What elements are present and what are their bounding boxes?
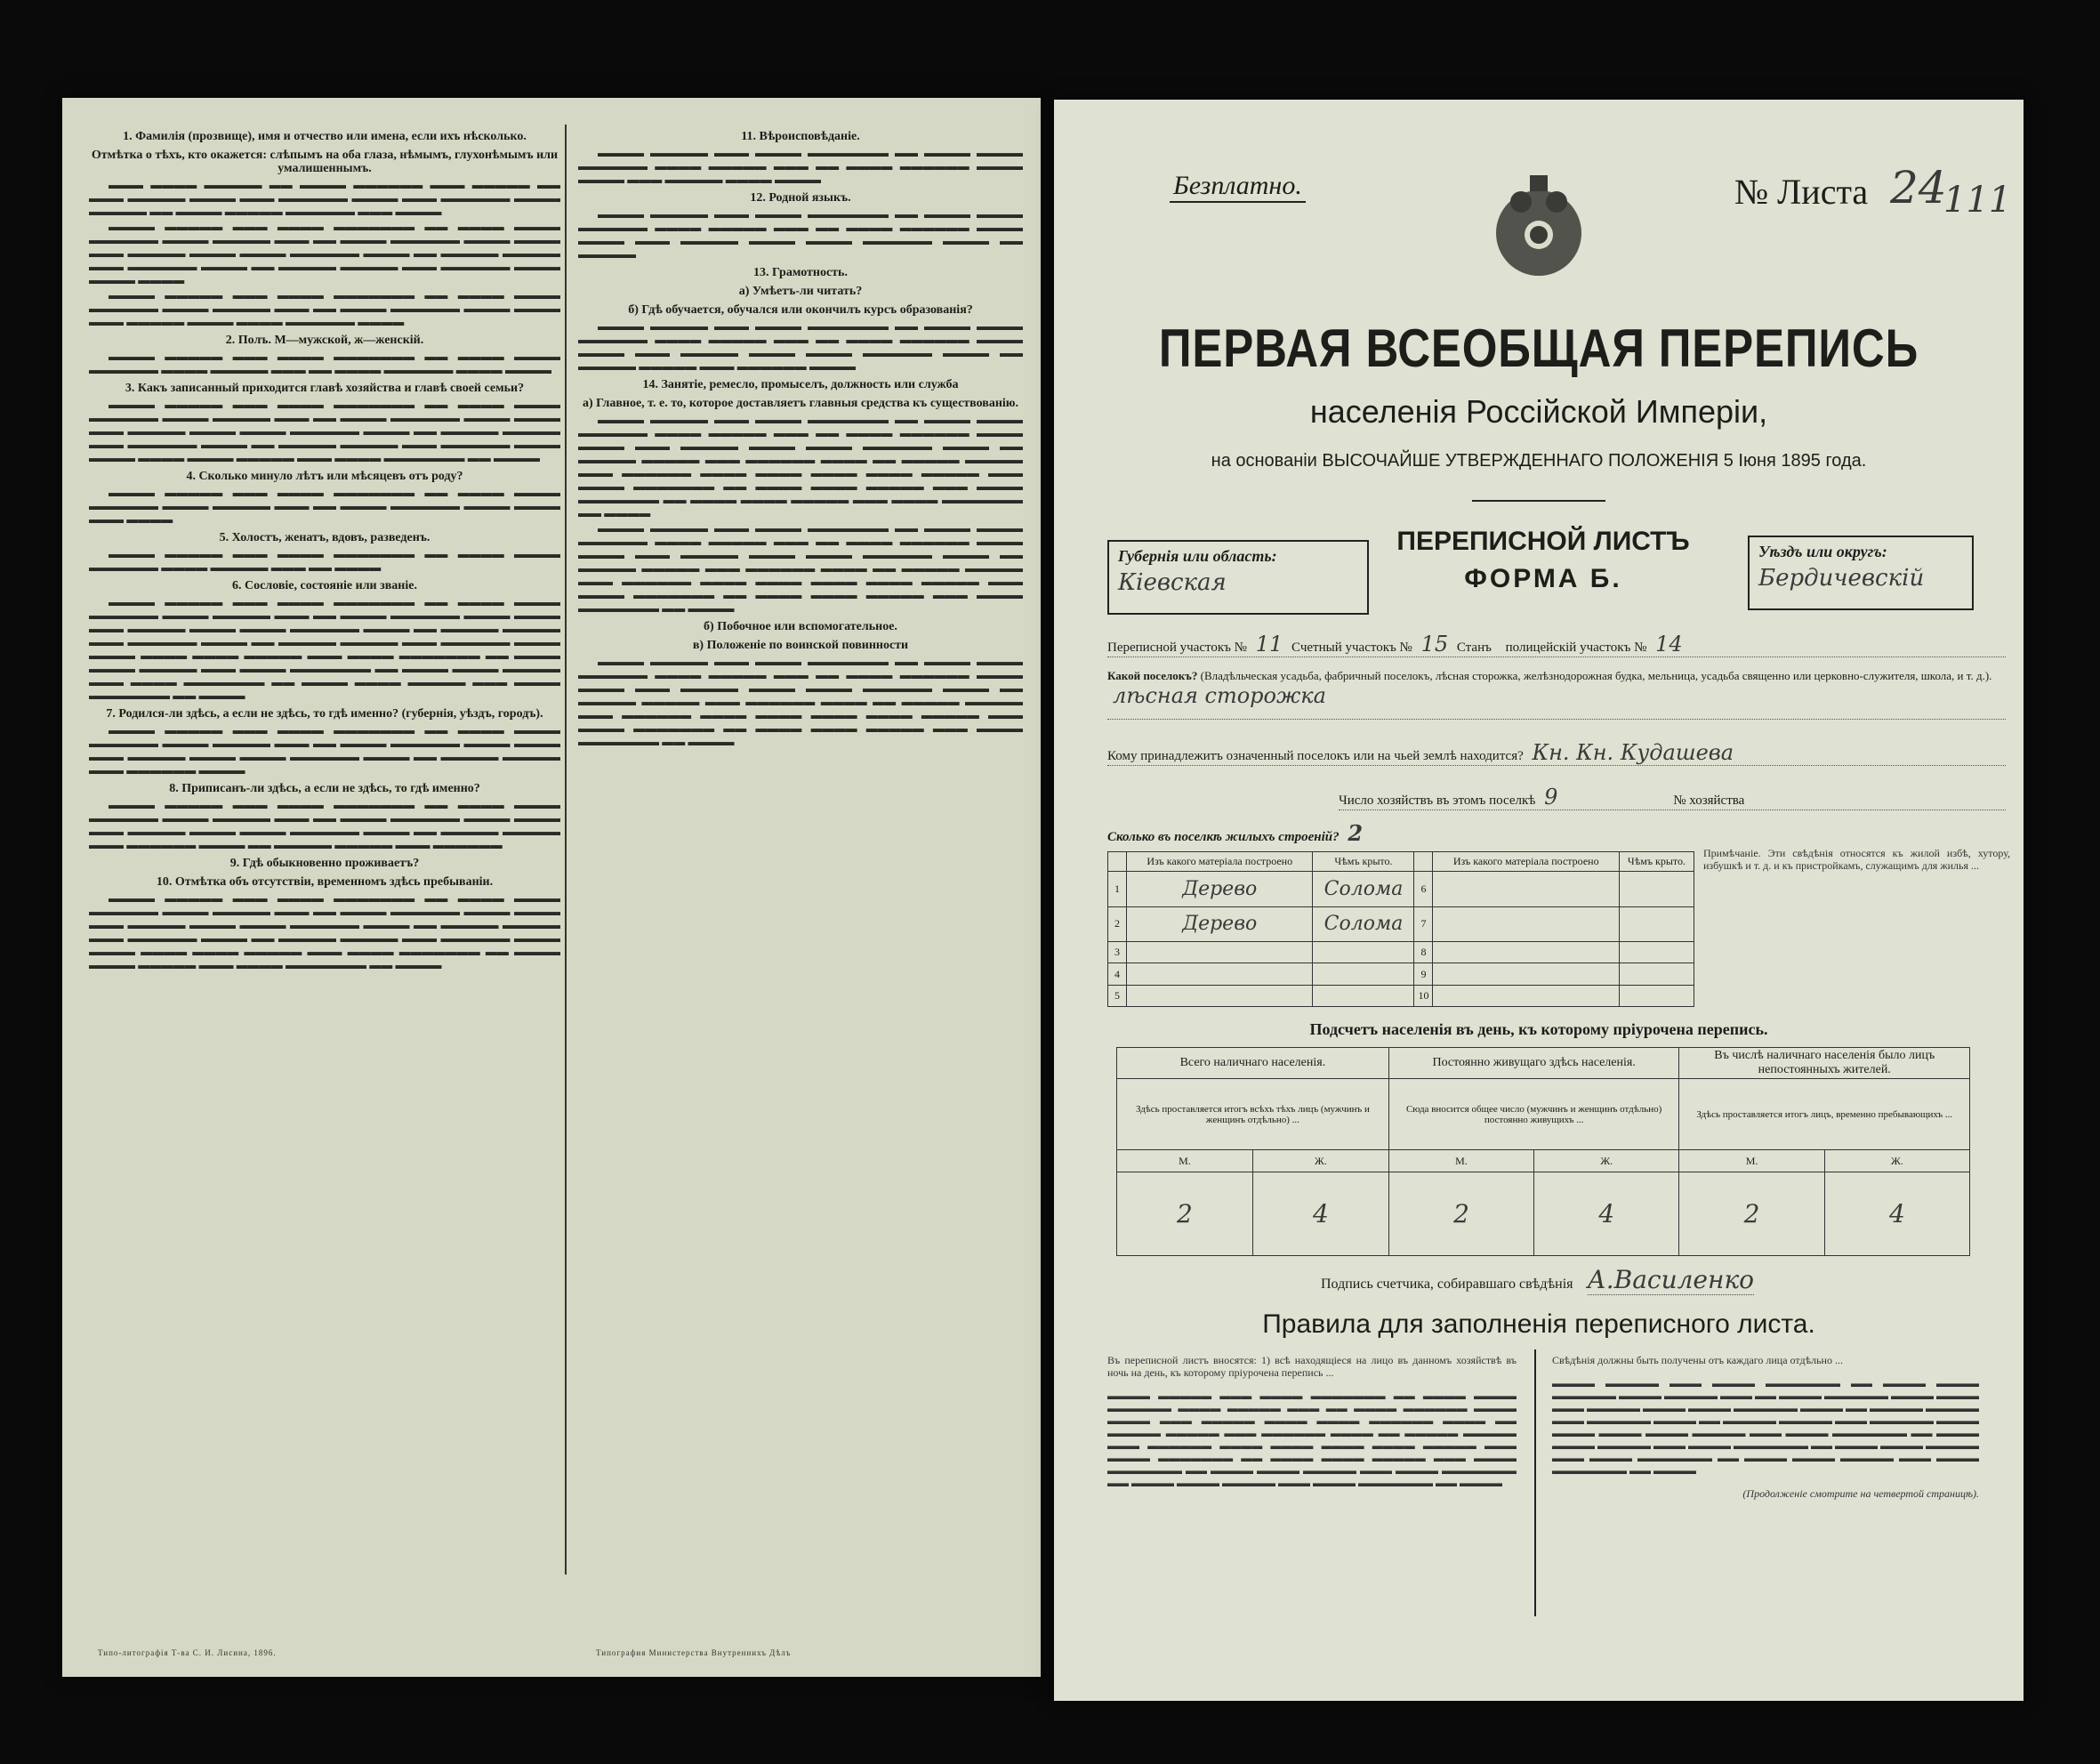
table-header: Въ числѣ наличнаго населенія было лицъ непостоянныхъ жителей. bbox=[1679, 1048, 1970, 1079]
settlement-label: Какой поселокъ? bbox=[1107, 669, 1198, 682]
table-cell: Дерево bbox=[1127, 906, 1313, 942]
province-value: Кіевская bbox=[1118, 569, 1227, 596]
rules-column-1 bbox=[1107, 1354, 1517, 1500]
sheet-number-handwritten: 24 bbox=[1890, 162, 1947, 213]
section-heading: 13. Грамотность. bbox=[753, 266, 848, 279]
table-cell bbox=[1619, 985, 1694, 1006]
body-text: ▬▬▬▬ ▬▬▬▬▬ ▬▬▬ ▬▬▬▬ ▬▬▬▬▬▬▬ ▬▬ ▬▬▬▬ ▬▬▬▬ ▬▬▬▬▬▬ ▬▬▬▬ ▬▬▬▬▬ ▬▬▬ ▬▬ ▬▬▬▬ ▬▬▬▬▬▬ ▬▬▬▬ ▬▬▬▬ ▬▬▬ ▬▬▬▬▬ ▬▬▬▬ ▬▬▬▬ ▬▬▬▬▬▬ ▬▬▬▬ ▬▬ ▬▬▬▬▬ bbox=[578, 207, 1023, 261]
body-text: ▬▬▬▬ ▬▬▬▬▬ ▬▬▬ ▬▬▬▬ ▬▬▬▬▬▬▬ ▬▬ ▬▬▬▬ ▬▬▬▬ ▬▬▬▬▬▬ ▬▬▬▬ ▬▬▬▬▬ ▬▬▬ ▬▬ ▬▬▬▬ ▬▬▬▬▬▬ ▬▬▬▬ ▬▬▬▬ ▬▬▬ ▬▬▬▬▬ ▬▬▬▬ ▬▬▬▬ ▬▬▬▬▬▬ ▬▬▬▬ ▬▬ ▬▬▬▬▬ ▬▬▬▬▬ ▬▬▬ ▬▬▬▬▬▬ ▬▬▬▬ ▬▬ ▬▬▬▬▬ ▬▬▬▬▬ ▬▬▬ ▬▬▬▬▬▬ ▬▬▬▬ ▬▬▬▬ ▬▬▬▬ bbox=[89, 220, 560, 286]
households-label: Число хозяйствъ въ этомъ поселкѣ bbox=[1339, 793, 1536, 808]
table-row: 3 8 bbox=[1108, 942, 1694, 963]
body-text: ▬▬▬▬ ▬▬▬▬▬ ▬▬▬ ▬▬▬▬ ▬▬▬▬▬▬▬ ▬▬ ▬▬▬▬ ▬▬▬▬ ▬▬▬▬▬▬ ▬▬▬▬ ▬▬▬▬▬ ▬▬▬ ▬▬ ▬▬▬▬ ▬▬▬▬▬▬ ▬▬▬▬ ▬▬▬▬ ▬▬▬ ▬▬▬▬▬ ▬▬▬▬ ▬▬▬▬ ▬▬▬▬▬▬ ▬▬▬▬ ▬▬ ▬▬▬▬▬ ▬▬▬▬▬ ▬▬▬ ▬▬▬▬▬▬ ▬▬▬▬ ▬▬ ▬▬▬▬▬ ▬▬▬▬▬ ▬▬▬ ▬▬▬▬▬▬ ▬▬▬▬ ▬▬▬▬ ▬▬▬▬ ▬▬▬▬ ▬▬▬▬▬ ▬▬▬ ▬▬▬▬ ▬▬▬▬▬▬▬ ▬▬ ▬▬▬▬ ▬▬▬▬ ▬▬▬▬▬ ▬▬▬ ▬▬▬▬ ▬▬▬▬▬▬▬ ▬▬ ▬▬▬▬ ▬▬▬▬ ▬▬▬▬▬ ▬▬▬ ▬▬▬▬ ▬▬▬▬▬▬▬ ▬▬ ▬▬▬▬ bbox=[578, 413, 1023, 520]
rules-column-2 bbox=[1552, 1354, 1979, 1510]
owner-label: Кому принадлежитъ означенный поселокъ или на чьей землѣ находится? bbox=[1107, 749, 1524, 763]
section-heading: 8. Приписанъ-ли здѣсь, а если не здѣсь, то гдѣ именно? bbox=[169, 782, 480, 795]
form-title-line2: ФОРМА Б. bbox=[1464, 564, 1622, 593]
table-cell bbox=[1619, 906, 1694, 942]
table-header: М. bbox=[1679, 1150, 1824, 1172]
table-cell bbox=[1433, 985, 1619, 1006]
body-text: ▬▬▬▬ ▬▬▬▬▬ ▬▬▬ ▬▬▬▬ ▬▬▬▬▬▬▬ ▬▬ ▬▬▬▬ ▬▬▬▬ ▬▬▬▬▬▬ ▬▬▬▬ ▬▬▬▬▬ ▬▬▬ ▬▬ ▬▬▬▬ ▬▬▬▬▬▬ ▬▬▬▬ ▬▬▬▬ ▬▬▬ ▬▬▬▬▬ ▬▬▬▬ ▬▬▬▬ ▬▬▬▬▬▬ ▬▬▬▬ ▬▬ ▬▬▬▬▬ ▬▬▬▬▬ ▬▬▬ ▬▬▬▬▬▬ ▬▬▬▬ ▬▬ ▬▬▬▬▬ ▬▬▬▬▬ ▬▬▬ ▬▬▬▬▬▬ ▬▬▬▬ ▬▬▬▬ ▬▬▬▬ ▬▬▬▬ ▬▬▬▬▬ ▬▬▬ ▬▬▬▬ ▬▬▬▬▬▬▬ ▬▬ ▬▬▬▬ ▬▬▬▬ ▬▬▬▬▬ ▬▬▬ ▬▬▬▬ ▬▬▬▬▬▬▬ ▬▬ ▬▬▬▬ bbox=[89, 891, 560, 971]
instructions-column-1 bbox=[89, 125, 560, 973]
table-header: М. bbox=[1388, 1150, 1533, 1172]
body-text: ▬▬▬▬ ▬▬▬▬▬ ▬▬▬ ▬▬▬▬ ▬▬▬▬▬▬▬ ▬▬ ▬▬▬▬ ▬▬▬▬ ▬▬▬▬▬▬ ▬▬▬▬ ▬▬▬▬▬ ▬▬▬ ▬▬ ▬▬▬▬ ▬▬▬▬▬▬ ▬▬▬▬ ▬▬▬▬ ▬▬▬ ▬▬▬▬▬ ▬▬▬▬ ▬▬▬▬ ▬▬▬▬▬▬ ▬▬▬▬ ▬▬ ▬▬▬▬▬ ▬▬▬▬▬ ▬▬▬ ▬▬▬▬▬▬ ▬▬▬▬ ▬▬ ▬▬▬▬▬ ▬▬▬▬▬ ▬▬▬ ▬▬▬▬▬▬ ▬▬▬▬ ▬▬▬▬ ▬▬▬▬ ▬▬▬▬ ▬▬▬▬▬ ▬▬▬ ▬▬▬▬ ▬▬▬▬▬▬▬ ▬▬ ▬▬▬▬ ▬▬▬▬ ▬▬▬▬▬ ▬▬▬ ▬▬▬▬ ▬▬▬▬▬▬▬ ▬▬ ▬▬▬▬ ▬▬▬▬ ▬▬▬▬▬ ▬▬▬ ▬▬▬▬ ▬▬▬▬▬▬▬ ▬▬ ▬▬▬▬ ▬▬▬▬ ▬▬▬▬▬ ▬▬▬ ▬▬▬▬ ▬▬▬▬▬▬▬ ▬▬ ▬▬▬▬ bbox=[89, 595, 560, 702]
printer-imprint: Типо-литографія Т-ва С. И. Лисина, 1896. bbox=[98, 1648, 277, 1657]
section-heading: 2. Полъ. М—мужской, ж—женскій. bbox=[225, 334, 424, 347]
table-cell bbox=[1313, 942, 1414, 963]
province-label: Губернія или область: bbox=[1118, 547, 1277, 565]
table-header: Изъ какого матеріала построено bbox=[1433, 852, 1619, 872]
count-title: Подсчетъ населенія въ день, къ которому пріурочена перепись. bbox=[1309, 1020, 1768, 1038]
table-header: Чѣмъ крыто. bbox=[1619, 852, 1694, 872]
settlement-line bbox=[1107, 669, 2006, 720]
table-row: 4 9 bbox=[1108, 963, 1694, 985]
body-text: ▬▬▬ ▬▬▬▬ ▬▬▬▬▬ ▬▬ ▬▬▬▬ ▬▬▬▬▬▬ ▬▬▬ ▬▬▬▬▬ ▬▬ ▬▬▬ ▬▬▬▬▬ ▬▬▬▬ ▬▬▬ ▬▬▬▬▬▬ ▬▬▬▬ ▬▬▬ ▬▬▬▬▬▬ ▬▬▬▬ ▬▬▬▬▬ ▬▬ ▬▬▬▬ ▬▬▬▬▬ ▬▬▬▬▬▬ ▬▬▬ ▬▬▬▬ bbox=[89, 178, 560, 218]
section-heading: 7. Родился-ли здѣсь, а если не здѣсь, то гдѣ именно? (губернія, уѣздъ, городъ). bbox=[106, 707, 543, 721]
buildings-label: Сколько въ поселкѣ жилыхъ строеній? bbox=[1107, 830, 1340, 844]
rules-intro: Въ переписной листъ вносятся: 1) всѣ находящіеся на лицо въ данномъ хозяйствѣ въ ночь на день, къ которому пріурочена перепись ... bbox=[1107, 1354, 1517, 1379]
body-text: ▬▬▬▬ ▬▬▬▬▬ ▬▬▬ ▬▬▬▬ ▬▬▬▬▬▬▬ ▬▬ ▬▬▬▬ ▬▬▬▬ ▬▬▬▬▬▬ ▬▬▬▬ ▬▬▬▬▬ ▬▬▬ ▬▬ ▬▬▬▬ ▬▬▬▬▬▬ ▬▬▬▬ ▬▬▬▬ ▬▬▬ ▬▬▬▬▬ ▬▬▬▬ ▬▬▬▬ ▬▬▬▬▬▬ ▬▬▬▬ bbox=[89, 288, 560, 328]
imperial-eagle-emblem-icon bbox=[1472, 162, 1605, 295]
body-text: ▬▬▬▬ ▬▬▬▬▬ ▬▬▬ ▬▬▬▬ ▬▬▬▬▬▬▬ ▬▬ ▬▬▬▬ ▬▬▬▬ ▬▬▬▬▬▬ ▬▬▬▬ ▬▬▬▬▬ ▬▬▬ ▬▬ ▬▬▬▬ ▬▬▬▬▬▬ ▬▬▬▬ ▬▬▬▬ ▬▬▬ ▬▬▬▬▬ ▬▬▬▬ ▬▬▬▬ ▬▬▬▬▬▬ ▬▬▬▬ ▬▬ ▬▬▬▬▬ ▬▬▬▬▬ ▬▬▬ ▬▬▬▬▬▬ ▬▬▬▬ ▬▬ ▬▬▬▬▬ ▬▬▬▬▬ ▬▬▬ ▬▬▬▬▬▬ ▬▬▬▬ ▬▬▬▬ ▬▬▬▬ ▬▬▬▬ ▬▬▬▬▬ ▬▬▬ ▬▬▬▬ ▬▬▬▬▬▬▬ ▬▬ ▬▬▬▬ ▬▬▬▬ ▬▬▬▬▬ ▬▬▬ ▬▬▬▬ ▬▬▬▬▬▬▬ ▬▬ ▬▬▬▬ bbox=[578, 655, 1023, 748]
form-title bbox=[1374, 527, 1712, 594]
free-label: Безплатно. bbox=[1170, 171, 1306, 203]
sheet-number-label: № Листа bbox=[1734, 172, 1869, 212]
count-area-label: Счетный участокъ № bbox=[1291, 640, 1412, 655]
table-cell: Здѣсь проставляется итогъ всѣхъ тѣхъ лицъ (мужчинъ и женщинъ отдѣльно) ... bbox=[1117, 1079, 1389, 1150]
signature-label: Подпись счетчика, собиравшаго свѣдѣнія bbox=[1321, 1277, 1573, 1292]
buildings-table bbox=[1107, 851, 1694, 1007]
table-cell: Солома bbox=[1313, 906, 1414, 942]
table-cell: Солома bbox=[1313, 872, 1414, 907]
section-heading: 9. Гдѣ обыкновенно проживаетъ? bbox=[229, 857, 420, 870]
count-area-value: 15 bbox=[1420, 632, 1449, 656]
table-cell bbox=[1127, 985, 1313, 1006]
population-count-table bbox=[1116, 1047, 1970, 1256]
section-heading: 11. Вѣроисповѣданіе. bbox=[741, 130, 860, 143]
body-text: ▬▬▬▬ ▬▬▬▬▬ ▬▬▬ ▬▬▬▬ ▬▬▬▬▬▬▬ ▬▬ ▬▬▬▬ ▬▬▬▬ ▬▬▬▬▬▬ ▬▬▬▬ ▬▬▬▬▬ ▬▬▬ ▬▬ ▬▬▬▬ ▬▬▬▬▬▬ ▬▬▬▬ ▬▬▬▬ ▬▬▬ ▬▬▬▬▬ ▬▬▬▬ ▬▬▬▬ ▬▬▬▬▬▬ ▬▬▬▬ ▬▬ ▬▬▬▬▬ ▬▬▬▬▬ ▬▬▬ ▬▬▬▬▬▬ ▬▬▬▬ ▬▬ ▬▬▬▬▬ ▬▬▬▬▬ ▬▬▬ ▬▬▬▬▬▬ bbox=[89, 798, 560, 851]
owner-value: Кн. Кн. Кудашева bbox=[1532, 740, 1734, 765]
table-header: Ж. bbox=[1252, 1150, 1388, 1172]
table-cell: 2 bbox=[1117, 1172, 1253, 1256]
body-text: ▬▬▬▬ ▬▬▬▬▬ ▬▬▬ ▬▬▬▬ ▬▬▬▬▬▬▬ ▬▬ ▬▬▬▬ ▬▬▬▬ ▬▬▬▬▬▬ ▬▬▬▬ ▬▬▬▬▬ ▬▬▬ ▬▬ ▬▬▬▬ ▬▬▬▬▬▬ ▬▬▬▬ ▬▬▬▬ bbox=[89, 350, 560, 376]
rules-title: Правила для заполненія переписного листа. bbox=[1262, 1309, 1815, 1339]
table-cell: Дерево bbox=[1127, 872, 1313, 907]
buildings-note: Примѣчаніе. Эти свѣдѣнія относятся къ жилой избѣ, хутору, избушкѣ и т. д. и къ пристройкамъ, служащимъ для жилья ... bbox=[1703, 847, 2010, 872]
table-cell bbox=[1313, 963, 1414, 985]
table-cell: Здѣсь проставляется итогъ лицъ, временно пребывающихъ ... bbox=[1679, 1079, 1970, 1150]
section-heading: 12. Родной языкъ. bbox=[750, 191, 851, 205]
section-heading: 4. Сколько минуло лѣтъ или мѣсяцевъ отъ роду? bbox=[186, 470, 463, 483]
households-value: 9 bbox=[1544, 785, 1558, 810]
owner-line bbox=[1107, 740, 2006, 766]
police-area-value: 14 bbox=[1655, 632, 1683, 656]
buildings-value: 2 bbox=[1348, 820, 1364, 846]
settlement-value: лѣсная сторожка bbox=[1113, 683, 1326, 708]
station-label: Станъ bbox=[1456, 640, 1492, 655]
table-header: Ж. bbox=[1824, 1150, 1969, 1172]
household-no-label: № хозяйства bbox=[1673, 793, 1745, 808]
buildings-line bbox=[1107, 820, 1374, 845]
section-heading: 5. Холостъ, женатъ, вдовъ, разведенъ. bbox=[219, 531, 430, 544]
right-page-census-form bbox=[1054, 100, 2024, 1701]
body-text: ▬▬▬▬ ▬▬▬▬▬ ▬▬▬ ▬▬▬▬ ▬▬▬▬▬▬▬ ▬▬ ▬▬▬▬ ▬▬▬▬ ▬▬▬▬▬▬ ▬▬▬▬ ▬▬▬▬▬ ▬▬▬ ▬▬ ▬▬▬▬ ▬▬▬▬▬▬ ▬▬▬▬ ▬▬▬▬ ▬▬▬ ▬▬▬▬▬ ▬▬▬▬ ▬▬▬▬ ▬▬▬▬▬▬ ▬▬▬▬ ▬▬ ▬▬▬▬▬ ▬▬▬▬▬ ▬▬▬ ▬▬▬▬▬▬ ▬▬▬▬ ▬▬ ▬▬▬▬▬ ▬▬▬▬▬ ▬▬▬ ▬▬▬▬▬▬ ▬▬▬▬ ▬▬▬▬ ▬▬▬▬ ▬▬▬▬ ▬▬▬▬▬ ▬▬▬ ▬▬▬▬ ▬▬▬▬▬▬▬ ▬▬ ▬▬▬▬ ▬▬▬▬ ▬▬▬▬▬ ▬▬▬ ▬▬▬▬ ▬▬▬▬▬▬▬ ▬▬ ▬▬▬▬ ▬▬▬▬ ▬▬▬▬▬ ▬▬▬ ▬▬▬▬ ▬▬▬▬▬▬▬ ▬▬ ▬▬▬▬ ▬▬▬▬ ▬▬▬▬▬ ▬▬▬ ▬▬▬▬ ▬▬▬▬▬▬▬ ▬▬ ▬▬▬▬ bbox=[1107, 1389, 1517, 1489]
page-subtitle: населенія Россійской Имперіи, bbox=[1309, 393, 1768, 430]
section-heading: 6. Сословіе, состояніе или званіе. bbox=[232, 579, 417, 592]
section-heading: а) Главное, т. е. то, которое доставляетъ главныя средства къ существованію. bbox=[583, 397, 1018, 410]
table-header: Изъ какого матеріала построено bbox=[1127, 852, 1313, 872]
archive-page-number: 111 bbox=[1943, 180, 2012, 221]
body-text: ▬▬▬▬ ▬▬▬▬▬ ▬▬▬ ▬▬▬▬ ▬▬▬▬▬▬▬ ▬▬ ▬▬▬▬ ▬▬▬▬ ▬▬▬▬▬▬ ▬▬▬▬ ▬▬▬▬▬ ▬▬▬ ▬▬ ▬▬▬▬ ▬▬▬▬▬▬ ▬▬▬▬ ▬▬▬▬ ▬▬▬ ▬▬▬▬ bbox=[89, 486, 560, 526]
instructions-column-2 bbox=[578, 125, 1023, 750]
section-heading: в) Положеніе по воинской повинности bbox=[692, 639, 909, 652]
section-heading: б) Гдѣ обучается, обучался или окончилъ курсъ образованія? bbox=[628, 303, 973, 317]
body-text: ▬▬▬▬ ▬▬▬▬▬ ▬▬▬ ▬▬▬▬ ▬▬▬▬▬▬▬ ▬▬ ▬▬▬▬ ▬▬▬▬ ▬▬▬▬▬▬ ▬▬▬▬ ▬▬▬▬▬ ▬▬▬ ▬▬ ▬▬▬▬ ▬▬▬▬▬▬ ▬▬▬▬ ▬▬▬▬ ▬▬▬ ▬▬▬▬▬ ▬▬▬▬ ▬▬▬▬ ▬▬▬▬▬▬ ▬▬▬▬ ▬▬ ▬▬▬▬▬ ▬▬▬▬▬ ▬▬▬ ▬▬▬▬▬▬ ▬▬▬▬ ▬▬ ▬▬▬▬▬ ▬▬▬▬▬ ▬▬▬ ▬▬▬▬▬▬ ▬▬▬▬ ▬▬▬▬ ▬▬▬▬ ▬▬▬▬ ▬▬▬▬▬ ▬▬▬ ▬▬▬▬ ▬▬▬▬▬▬▬ ▬▬ ▬▬▬▬ bbox=[89, 398, 560, 464]
table-cell bbox=[1433, 872, 1619, 907]
legal-basis: на основаніи ВЫСОЧАЙШЕ УТВЕРЖДЕННАГО ПОЛОЖЕНІЯ 5 Іюня 1895 года. bbox=[1211, 451, 1867, 471]
table-row: 1 Дерево Солома 6 bbox=[1108, 872, 1694, 907]
table-cell: 4 bbox=[1534, 1172, 1679, 1256]
body-text: ▬▬▬▬ ▬▬▬▬▬ ▬▬▬ ▬▬▬▬ ▬▬▬▬▬▬▬ ▬▬ ▬▬▬▬ ▬▬▬▬ ▬▬▬▬▬▬ ▬▬▬▬ ▬▬▬▬▬ ▬▬▬ ▬▬ ▬▬▬▬ ▬▬▬▬▬▬ ▬▬▬▬ ▬▬▬▬ ▬▬▬ ▬▬▬▬▬ ▬▬▬▬ ▬▬▬▬ ▬▬▬▬▬▬ ▬▬▬▬ ▬▬ ▬▬▬▬▬ ▬▬▬▬▬ ▬▬▬ ▬▬▬▬▬▬ ▬▬▬▬ bbox=[578, 319, 1023, 373]
table-cell bbox=[1433, 906, 1619, 942]
divider bbox=[1472, 500, 1605, 502]
table-header: М. bbox=[1117, 1150, 1253, 1172]
table-cell bbox=[1433, 942, 1619, 963]
table-header: Постоянно живущаго здѣсь населенія. bbox=[1388, 1048, 1679, 1079]
table-header: Ж. bbox=[1534, 1150, 1679, 1172]
district-value: Бердичевскій bbox=[1758, 565, 1925, 592]
table-row: 2 Дерево Солома 7 bbox=[1108, 906, 1694, 942]
census-area-line bbox=[1107, 632, 2006, 657]
form-title-line1: ПЕРЕПИСНОЙ ЛИСТЪ bbox=[1396, 527, 1690, 556]
province-box bbox=[1107, 540, 1369, 615]
signature-line bbox=[1321, 1265, 1754, 1294]
police-area-label: полицейскій участокъ № bbox=[1505, 640, 1647, 655]
table-header: Чѣмъ крыто. bbox=[1313, 852, 1414, 872]
section-heading: б) Побочное или вспомогательное. bbox=[704, 620, 897, 633]
left-page-instructions bbox=[62, 98, 1041, 1677]
table-cell: 2 bbox=[1679, 1172, 1824, 1256]
page-title: ПЕРВАЯ ВСЕОБЩАЯ ПЕРЕПИСЬ bbox=[1158, 318, 1919, 378]
section-heading: 1. Фамилія (прозвище), имя и отчество или имена, если ихъ нѣсколько. bbox=[123, 130, 527, 143]
table-row: 5 10 bbox=[1108, 985, 1694, 1006]
district-label: Уѣздъ или округъ: bbox=[1758, 543, 1887, 560]
section-heading: Отмѣтка о тѣхъ, кто окажется: слѣпымъ на оба глаза, нѣмымъ, глухонѣмымъ или умалишеннымъ. bbox=[91, 149, 559, 175]
printer-imprint: Типография Министерства Внутреннихъ Дѣлъ bbox=[596, 1648, 792, 1657]
settlement-note: (Владѣльческая усадьба, фабричный поселокъ, лѣсная сторожка, желѣзнодорожная будка, мельница, усадьба священно или церковно-служителя, школа, и т. д.). bbox=[1200, 669, 1992, 682]
rules-intro: Свѣдѣнія должны быть получены отъ каждаго лица отдѣльно ... bbox=[1552, 1354, 1843, 1366]
district-box bbox=[1748, 536, 1974, 610]
households-line bbox=[1339, 785, 2006, 810]
continuation-note: (Продолженіе смотрите на четвертой страницѣ). bbox=[1742, 1487, 1979, 1500]
body-text: ▬▬▬▬ ▬▬▬▬▬ ▬▬▬ ▬▬▬▬ ▬▬▬▬▬▬▬ ▬▬ ▬▬▬▬ ▬▬▬▬ ▬▬▬▬▬▬ ▬▬▬▬ ▬▬▬▬▬ ▬▬▬ ▬▬ ▬▬▬▬ ▬▬▬▬▬▬ ▬▬▬▬ ▬▬▬▬ ▬▬▬ ▬▬▬▬▬ ▬▬▬▬ ▬▬▬▬ ▬▬▬▬▬▬ ▬▬▬▬ ▬▬ ▬▬▬▬▬ ▬▬▬▬▬ ▬▬▬ ▬▬▬▬▬▬ ▬▬▬▬ ▬▬ ▬▬▬▬▬ ▬▬▬▬▬ ▬▬▬ ▬▬▬▬▬▬ ▬▬▬▬ ▬▬▬▬ ▬▬▬▬ ▬▬▬▬ ▬▬▬▬▬ ▬▬▬ ▬▬▬▬ ▬▬▬▬▬▬▬ ▬▬ ▬▬▬▬ ▬▬▬▬ ▬▬▬▬▬ ▬▬▬ ▬▬▬▬ ▬▬▬▬▬▬▬ ▬▬ ▬▬▬▬ bbox=[578, 521, 1023, 615]
census-area-value: 11 bbox=[1255, 632, 1283, 656]
section-heading: 14. Занятіе, ремесло, промыселъ, должность или служба bbox=[642, 378, 959, 391]
body-text: ▬▬▬▬ ▬▬▬▬▬ ▬▬▬ ▬▬▬▬ ▬▬▬▬▬▬▬ ▬▬ ▬▬▬▬ ▬▬▬▬ ▬▬▬▬▬▬ ▬▬▬▬ ▬▬▬▬▬ ▬▬▬ ▬▬ ▬▬▬▬ ▬▬▬▬▬▬ ▬▬▬▬ ▬▬▬▬ ▬▬▬ ▬▬▬▬▬ ▬▬▬▬ ▬▬▬▬ ▬▬▬▬▬▬ ▬▬▬▬ ▬▬ ▬▬▬▬▬ ▬▬▬▬▬ ▬▬▬ ▬▬▬▬▬▬ ▬▬▬▬ bbox=[89, 723, 560, 777]
table-cell bbox=[1619, 963, 1694, 985]
body-text: ▬▬▬▬ ▬▬▬▬▬ ▬▬▬ ▬▬▬▬ ▬▬▬▬▬▬▬ ▬▬ ▬▬▬▬ ▬▬▬▬ ▬▬▬▬▬▬ ▬▬▬▬ ▬▬▬▬▬ ▬▬▬ ▬▬ ▬▬▬▬ ▬▬▬▬▬▬ ▬▬▬▬ ▬▬▬▬ ▬▬▬ ▬▬▬▬▬ ▬▬▬▬ ▬▬▬▬ ▬▬▬▬▬▬ ▬▬▬▬ ▬▬ ▬▬▬▬▬ ▬▬▬▬▬ ▬▬▬ ▬▬▬▬▬▬ ▬▬▬▬ ▬▬ ▬▬▬▬▬ ▬▬▬▬▬ ▬▬▬ ▬▬▬▬▬▬ ▬▬▬▬ ▬▬▬▬ ▬▬▬▬ ▬▬▬▬ ▬▬▬▬▬ ▬▬▬ ▬▬▬▬ ▬▬▬▬▬▬▬ ▬▬ ▬▬▬▬ ▬▬▬▬ ▬▬▬▬▬ ▬▬▬ ▬▬▬▬ ▬▬▬▬▬▬▬ ▬▬ ▬▬▬▬ ▬▬▬▬ ▬▬▬▬▬ ▬▬▬ ▬▬▬▬ ▬▬▬▬▬▬▬ ▬▬ ▬▬▬▬ ▬▬▬▬ ▬▬▬▬▬ ▬▬▬ ▬▬▬▬ ▬▬▬▬▬▬▬ ▬▬ ▬▬▬▬ bbox=[1552, 1377, 1979, 1477]
section-heading: а) Умѣетъ-ли читать? bbox=[738, 285, 863, 298]
section-heading: 10. Отмѣтка объ отсутствіи, временномъ здѣсь пребываніи. bbox=[156, 875, 494, 889]
table-header: Всего наличнаго населенія. bbox=[1117, 1048, 1389, 1079]
table-cell bbox=[1127, 942, 1313, 963]
column-divider bbox=[1534, 1349, 1536, 1616]
signature-value: А.Василенко bbox=[1587, 1265, 1755, 1294]
table-cell bbox=[1313, 985, 1414, 1006]
table-cell bbox=[1433, 963, 1619, 985]
table-cell: 2 bbox=[1388, 1172, 1533, 1256]
table-cell: 4 bbox=[1824, 1172, 1969, 1256]
table-cell bbox=[1619, 872, 1694, 907]
census-area-label: Переписной участокъ № bbox=[1107, 640, 1247, 655]
table-cell bbox=[1127, 963, 1313, 985]
column-divider bbox=[565, 125, 567, 1575]
body-text: ▬▬▬▬ ▬▬▬▬▬ ▬▬▬ ▬▬▬▬ ▬▬▬▬▬▬▬ ▬▬ ▬▬▬▬ ▬▬▬▬ ▬▬▬▬▬▬ ▬▬▬▬ ▬▬▬▬▬ ▬▬▬ ▬▬ ▬▬▬▬ bbox=[89, 547, 560, 574]
table-cell: 4 bbox=[1252, 1172, 1388, 1256]
table-cell bbox=[1619, 942, 1694, 963]
section-heading: 3. Какъ записанный приходится главѣ хозяйства и главѣ своей семьи? bbox=[125, 382, 525, 395]
body-text: ▬▬▬▬ ▬▬▬▬▬ ▬▬▬ ▬▬▬▬ ▬▬▬▬▬▬▬ ▬▬ ▬▬▬▬ ▬▬▬▬ ▬▬▬▬▬▬ ▬▬▬▬ ▬▬▬▬▬ ▬▬▬ ▬▬ ▬▬▬▬ ▬▬▬▬▬▬ ▬▬▬▬ ▬▬▬▬ ▬▬▬ ▬▬▬▬▬ ▬▬▬▬ ▬▬▬▬ bbox=[578, 146, 1023, 186]
table-cell: Сюда вносится общее число (мужчинъ и женщинъ отдѣльно) постоянно живущихъ ... bbox=[1388, 1079, 1679, 1150]
